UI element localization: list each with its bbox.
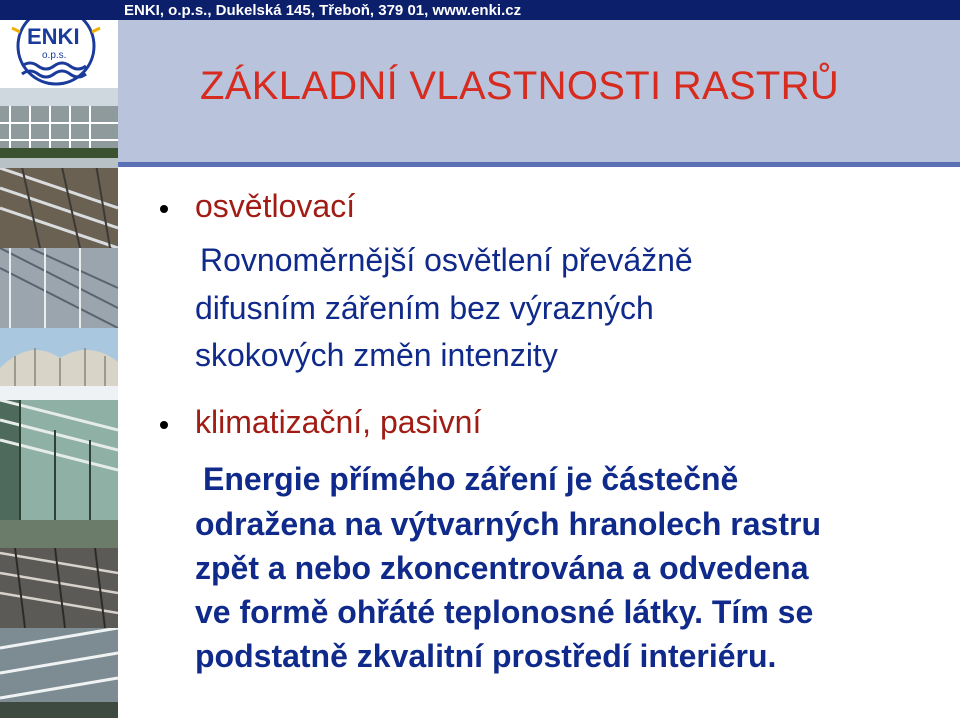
greenhouse-photo-2 [0, 158, 118, 248]
bullet-1-line-3: skokových změn intenzity [195, 337, 558, 373]
bullet-2-line-1: Energie přímého záření je částečně [203, 461, 739, 497]
greenhouse-photo-7 [0, 628, 118, 718]
bullet-2-line-5: podstatně zkvalitní prostředí interiéru. [195, 638, 777, 674]
logo-subtext: o.p.s. [42, 50, 67, 61]
logo-wordmark: ENKI [27, 24, 80, 49]
bullet-1-line-1: Rovnoměrnější osvětlení převážně [200, 242, 693, 278]
org-contact-line: ENKI, o.p.s., Dukelská 145, Třeboň, 379 01, www.enki.cz [124, 2, 522, 19]
photo-strip [0, 0, 118, 718]
greenhouse-photo-4 [0, 328, 118, 400]
bullet-2-line-4: ve formě ohřáté teplonosné látky. Tím se [195, 594, 814, 630]
header-bar [0, 0, 960, 20]
greenhouse-photo-5 [0, 400, 118, 548]
bullet-1-line-2: difusním zářením bez výrazných [195, 290, 654, 326]
bullet-2-line-2: odražena na výtvarných hranolech rastru [195, 506, 821, 542]
greenhouse-photo-3 [0, 248, 118, 328]
title-divider [118, 162, 960, 167]
bullet-dot-1 [160, 205, 168, 213]
bullet-heading-1: osvětlovací [195, 188, 356, 224]
bullet-2-line-3: zpět a nebo zkoncentrována a odvedena [195, 550, 809, 586]
greenhouse-photo-6 [0, 548, 118, 628]
bullet-heading-2: klimatizační, pasivní [195, 404, 482, 440]
slide-title: ZÁKLADNÍ VLASTNOSTI RASTRŮ [200, 64, 840, 108]
greenhouse-photo-1 [0, 88, 118, 158]
bullet-dot-2 [160, 421, 168, 429]
